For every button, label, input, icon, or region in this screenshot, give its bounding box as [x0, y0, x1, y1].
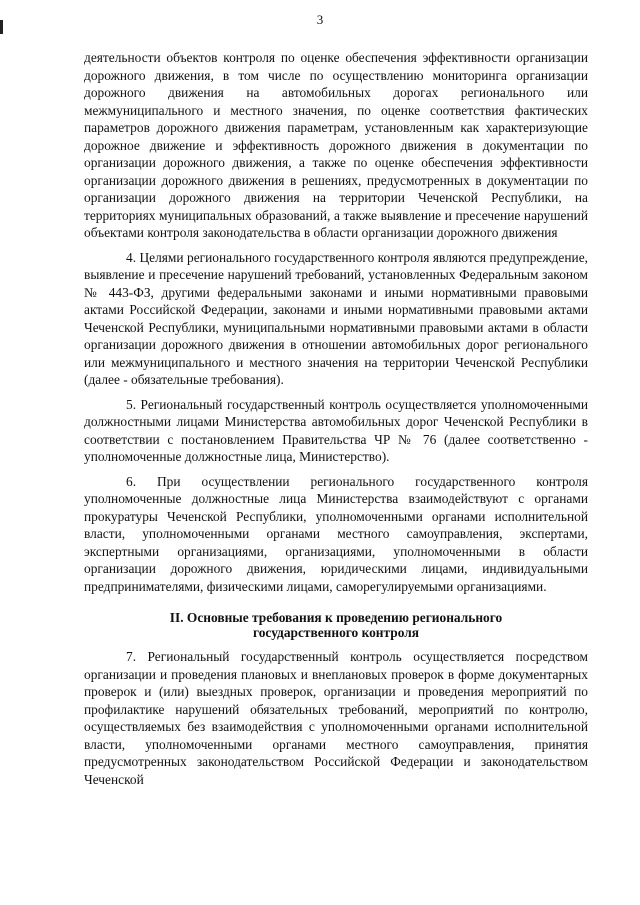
section-heading: [84, 610, 588, 640]
document-body: [84, 49, 588, 788]
page-number: 3: [316, 12, 324, 27]
paragraph-5: 5. Региональный государственный контроль осуществляется уполномоченными должностными лицами Министерства автомобильных дорог Чеченской Республики в соответствии с постановлением Правительства ЧР № 76 (далее соответственно - уполномоченные должностные лица, Министерство).: [84, 396, 588, 464]
paragraph-4: 4. Целями регионального государственного контроля являются предупреждение, выявление и пресечение нарушений требований, установленных Федеральным законом № 443-ФЗ, другими федеральными законами и иными нормативными правовыми актами Российской Федерации, законами и иными нормативными правовыми актами Чеченской Республики, муниципальными нормативными правовыми актами в области организации дорожного движения в отношении автомобильных дорог регионального или межмуниципального и местного значения на территории Чеченской Республики (далее - обязательные требования).: [84, 249, 588, 387]
section-heading-line-2: государственного контроля: [252, 625, 419, 640]
section-heading-line-1: II. Основные требования к проведению регионального: [169, 610, 503, 625]
paragraph-6: 6. При осуществлении регионального государственного контроля уполномоченные должностные лица Министерства взаимодействуют с органами прокуратуры Чеченской Республики, уполномоченными органами исполнительной власти, уполномоченными органами местного самоуправления, экспертами, экспертными организациями, организациями, уполномоченными в области организации дорожного движения, юридическими лицами, индивидуальными предпринимателями, физическими лицами, саморегулируемыми организациями.: [84, 473, 588, 594]
paragraph-intro: деятельности объектов контроля по оценке обеспечения эффективности организации дорожного движения, в том числе по осуществлению мониторинга организации дорожного движения на автомобильных дорогах регионального или межмуниципального и местного значения, по оценке соответствия фактических параметров дорожного движения параметрам, установленным как характеризующие дорожное движение и эффективность дорожного движения в документации по организации дорожного движения, а также по оценке обеспечения эффективности организации дорожного движения в решениях, предусмотренных в документации по организации дорожного движения на территории Чеченской Республики, на территориях муниципальных образований, а также выявление и пресечение нарушений объектами контроля законодательства в области организации дорожного движения: [84, 50, 588, 240]
paragraph-7: 7. Региональный государственный контроль осуществляется посредством организации и проведения плановых и внеплановых проверок в форме документарных проверок и (или) выездных проверок, организации и проведения мероприятий по профилактике нарушений обязательных требований, мероприятий по контролю, осуществляемых без взаимодействия с уполномоченными органами исполнительной власти, уполномоченными органами местного самоуправления, принятия предусмотренных законодательством Российской Федерации и законодательством Чеченской: [84, 649, 588, 787]
